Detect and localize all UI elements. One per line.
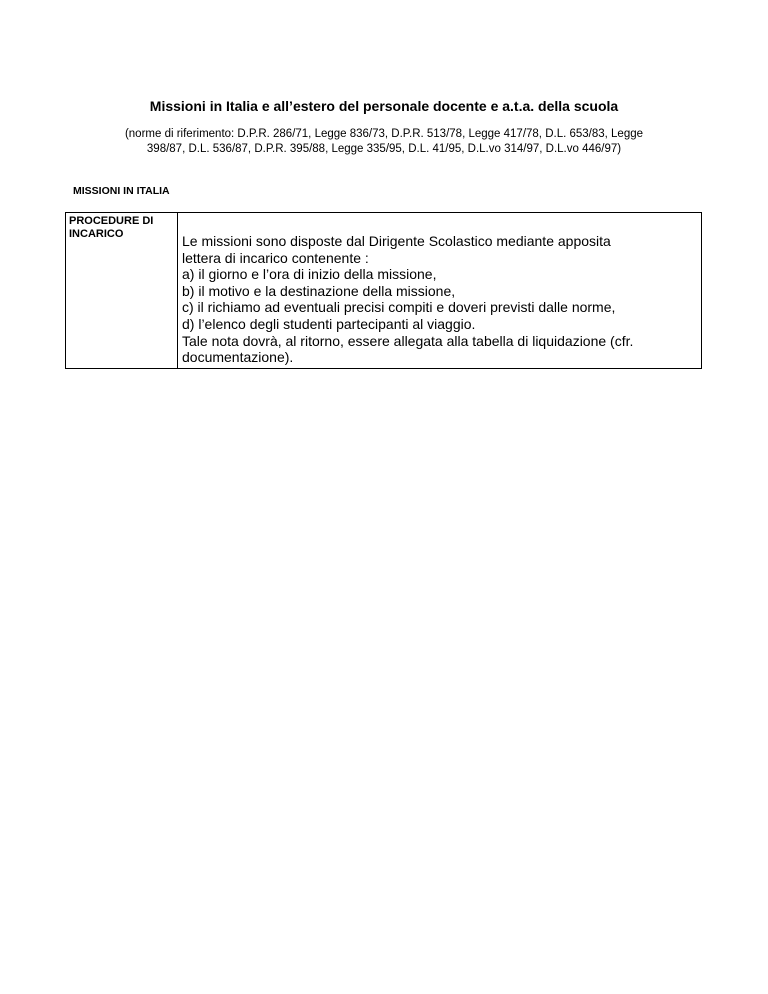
body-line: lettera di incarico contenente : — [182, 249, 369, 266]
body-line: Tale nota dovrà, al ritorno, essere allegata alla tabella di liquidazione (cfr. — [182, 332, 634, 349]
body-line: documentazione). — [182, 349, 294, 366]
body-line: Le missioni sono disposte dal Dirigente Scolastico mediante apposita — [182, 233, 611, 249]
body-line: a) il giorno e l’ora di inizio della missione, — [182, 266, 437, 283]
body-line: b) il motivo e la destinazione della missione, — [182, 282, 456, 299]
document-title: Missioni in Italia e all’estero del personale docente e a.t.a. della scuola — [149, 98, 619, 114]
legal-references-line-1: (norme di riferimento: D.P.R. 286/71, Legge 836/73, D.P.R. 513/78, Legge 417/78, D.L. 653/83, Legge — [124, 128, 644, 140]
row-label-line-1: PROCEDURE DI — [69, 215, 154, 227]
row-label-line-2: INCARICO — [69, 228, 124, 240]
body-line: c) il richiamo ad eventuali precisi compiti e doveri previsti dalle norme, — [182, 299, 616, 316]
table-row — [66, 213, 702, 369]
legal-references-line-2: 398/87, D.L. 536/87, D.P.R. 395/88, Legge 335/95, D.L. 41/95, D.L.vo 314/97, D.L.vo 446/97) — [146, 143, 622, 155]
section-heading: MISSIONI IN ITALIA — [73, 185, 170, 197]
row-body-cell — [178, 213, 702, 369]
row-label-cell — [66, 213, 178, 369]
legal-references — [84, 127, 684, 157]
procedure-table — [65, 212, 702, 369]
body-line: d) l’elenco degli studenti partecipanti al viaggio. — [182, 315, 476, 332]
